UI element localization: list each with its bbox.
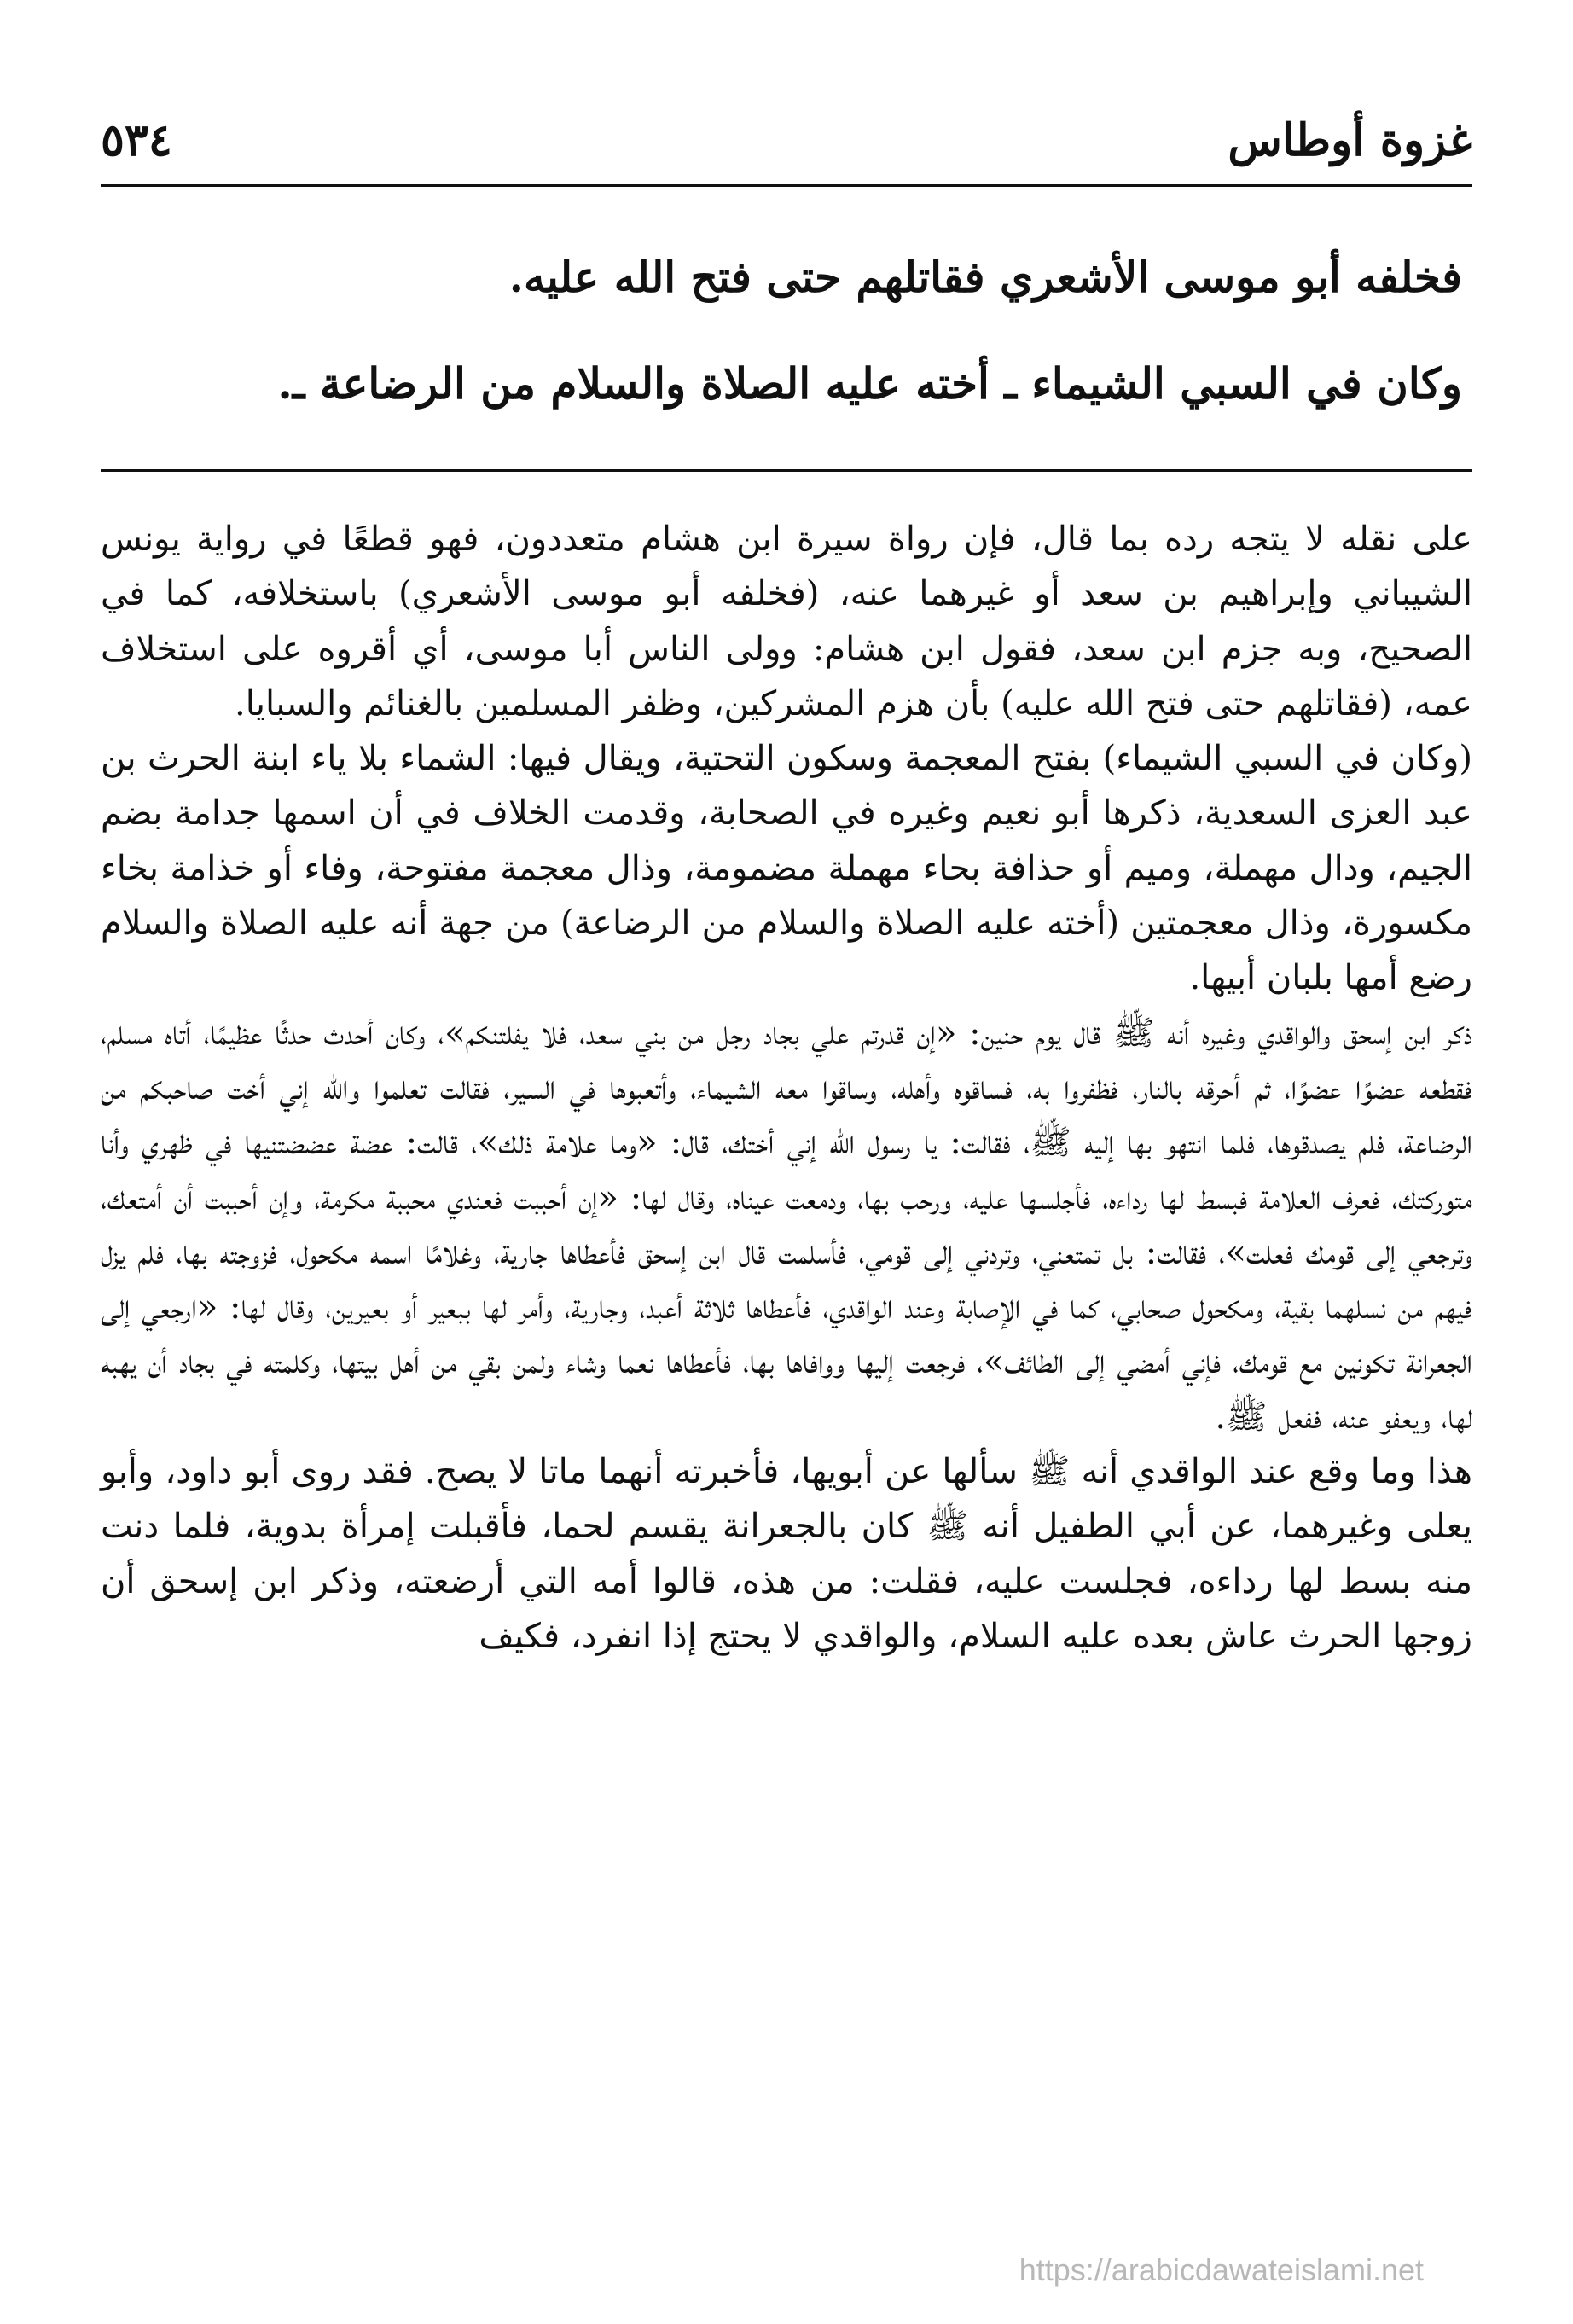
commentary-rule xyxy=(101,469,1472,472)
commentary-paragraph: (وكان في السبي الشيماء) بفتح المعجمة وسكون التحتية، ويقال فيها: الشماء بلا ياء ابنة الحرث بن عبد العزى السعدية، ذكرها أبو نعيم وغيره في الصحابة، وقدمت الخلاف في أن اسمها جدامة بضم الجيم، ودال مهملة، وميم أو حذافة بحاء مهملة مضمومة، وذال معجمة مفتوحة، وفاء أو خذامة بخاء مكسورة، وذال معجمتين (أخته عليه الصلاة والسلام من الرضاعة) من جهة أنه عليه الصلاة والسلام رضع أمها بلبان أبيها. xyxy=(101,739,1472,998)
main-text-line: وكان في السبي الشيماء ـ أخته عليه الصلاة والسلام من الرضاعة ـ. xyxy=(277,358,1462,409)
main-text xyxy=(256,224,1462,437)
commentary-paragraph: ذكر ابن إسحق والواقدي وغيره أنه ﷺ قال يوم حنين: «إن قدرتم علي بجاد رجل من بني سعد، فلا يفلتنكم»، وكان أحدث حدثًا عظيمًا، أتاه مسلم، فقطعه عضوًا عضوًا، ثم أحرقه بالنار، فظفروا به، فساقوه وأهله، وساقوا معه الشيماء، وأتعبوها في السير، فقالت تعلموا والله إني أخت صاحبكم من الرضاعة، فلم يصدقوها، فلما انتهو بها إليه ﷺ، فقالت: يا رسول الله إني أختك، قال: «وما علامة ذلك»، قالت: عضة عضضتنيها في ظهري وأنا متوركتك، فعرف العلامة فبسط لها رداءه، فأجلسها عليه، ورحب بها، ودمعت عيناه، وقال لها: «إن أحببت فعندي محببة مكرمة، وإن أحببت أن أمتعك، وترجعي إلى قومك فعلت»، فقالت: بل تمتعني، وتردني إلى قومي، فأسلمت قال ابن إسحق فأعطاها جارية، وغلامًا اسمه مكحول، فزوجته بها، فلم يزل فيهم من نسلهما بقية، ومكحول صحابي، كما في الإصابة وعند الواقدي، فأعطاها ثلاثة أعبد، وجارية، وأمر لها ببعير أو بعيرين، وقال لها: «ارجعي إلى الجعرانة تكونين مع قومك، فإني أمضي إلى الطائف»، فرجعت إليها ووافاها بها، فأعطاها نعما وشاء ولمن بقي من أهل بيتها، وكلمته في بجاد أن يهبه لها، ويعفو عنه، ففعل ﷺ. xyxy=(101,1013,1473,1437)
commentary-paragraph: على نقله لا يتجه رده بما قال، فإن رواة سيرة ابن هشام متعددون، فهو قطعًا في رواية يونس الشيباني وإبراهيم بن سعد أو غيرهما عنه، (فخلفه أبو موسى الأشعري) باستخلافه، كما في الصحيح، وبه جزم ابن سعد، فقول ابن هشام: وولى الناس أبا موسى، أي أقروه على استخلاف عمه، (فقاتلهم حتى فتح الله عليه) بأن هزم المشركين، وظفر المسلمين بالغنائم والسبايا. xyxy=(101,520,1472,723)
header-rule xyxy=(101,184,1472,187)
watermark: https://arabicdawateislami.net xyxy=(1019,2252,1424,2287)
page-header xyxy=(101,102,1472,184)
commentary xyxy=(101,512,1472,1664)
commentary-paragraph: هذا وما وقع عند الواقدي أنه ﷺ سألها عن أبويها، فأخبرته أنهما ماتا لا يصح. فقد روى أبو داود، وأبو يعلى وغيرهما، عن أبي الطفيل أنه ﷺ كان بالجعرانة يقسم لحما، فأقبلت إمرأة بدوية، فلما دنت منه بسط لها رداءه، فجلست عليه، فقلت: من هذه، قالوا أمه التي أرضعته، وذكر ابن إسحق أن زوجها الحرث عاش بعده عليه السلام، والواقدي لا يحتج إذا انفرد، فكيف xyxy=(101,1452,1472,1656)
running-title: غزوة أوطاس xyxy=(1228,114,1472,166)
page-number: ٥٣٤ xyxy=(101,114,172,166)
main-text-line: فخلفه أبو موسى الأشعري فقاتلهم حتى فتح الله عليه. xyxy=(508,252,1462,302)
